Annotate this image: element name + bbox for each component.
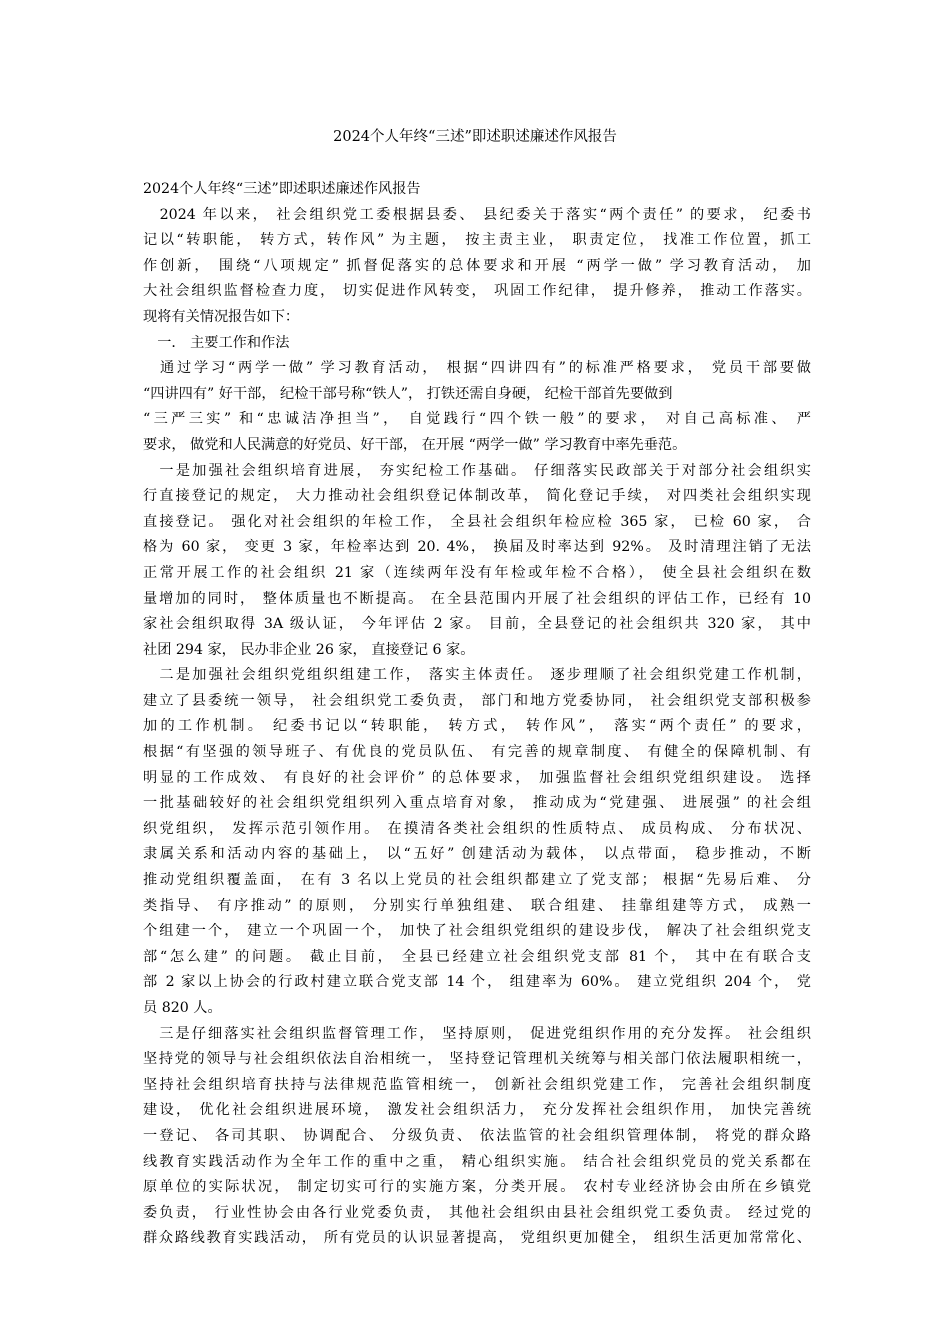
body-line: 个组建一个， 建立一个巩固一个， 加快了社会组织党组织的建设步伐， 解决了社会组织党支	[143, 923, 811, 940]
body-line: 类指导、 有序推动” 的原则， 分别实行单独组建、 联合组建、 挂靠组建等方式， 成熟一	[143, 897, 811, 914]
body-line: 量增加的同时， 整体质量也不断提高。 在全县范围内开展了社会组织的评估工作，已经有 10	[143, 590, 811, 607]
body-line: 一是加强社会组织培育进展， 夯实纪检工作基础。 仔细落实民政部关于对部分社会组织实	[143, 462, 811, 479]
body-line: 通过学习“两学一做” 学习教育活动， 根据“四讲四有”的标准严格要求， 党员干部要做	[143, 360, 811, 377]
body-line: 部 2 家以上协会的行政村建立联合党支部 14 个， 组建率为 60%。 建立党组织 204 个， 党	[143, 974, 811, 991]
body-line: 部“怎么建” 的问题。 截止目前， 全县已经建立社会组织党支部 81 个， 其中在有联合支	[143, 948, 811, 965]
body-line: 正常开展工作的社会组织 21 家（连续两年没有年检或年检不合格）， 使全县社会组织在数	[143, 564, 811, 581]
body-line: 根据“有坚强的领导班子、有优良的党员队伍、 有完善的规章制度、 有健全的保障机制、有	[143, 744, 811, 761]
body-line: 2024 年以来， 社会组织党工委根据县委、 县纪委关于落实“两个责任” 的要求， 纪委书	[143, 206, 811, 223]
body-line: 群众路线教育实践活动， 所有党员的认识显著提高， 党组织更加健全， 组织生活更加常常化、	[143, 1230, 811, 1247]
body-heading: 2024个人年终“三述”即述职述廉述作风报告	[143, 181, 421, 197]
body-line: 坚持社会组织培育扶持与法律规范监管相统一， 创新社会组织党建工作， 完善社会组织制度	[143, 1076, 811, 1093]
body-line: 加的工作机制。 纪委书记以“转职能， 转方式， 转作风”， 落实“两个责任” 的要求，	[143, 718, 811, 735]
body-line: 隶属关系和活动内容的基础上， 以“五好” 创建活动为载体， 以点带面， 稳步推动，不断	[143, 846, 811, 863]
body-line: 建立了县委统一领导， 社会组织党工委负责， 部门和地方党委协同， 社会组织党支部积极参	[143, 692, 811, 709]
body-line: 织党组织， 发挥示范引领作用。 在摸清各类社会组织的性质特点、 成员构成、 分布状况、	[143, 820, 811, 837]
body-line: 大社会组织监督检查力度， 切实促进作风转变， 巩固工作纪律， 提升修养， 推动工作落实。	[143, 283, 811, 300]
body-line: 原单位的实际状况， 制定切实可行的实施方案，分类开展。 农村专业经济协会由所在乡镇党	[143, 1179, 811, 1196]
body-line: 一登记、 各司其职、 协调配合、 分级负责、 依法监管的社会组织管理体制， 将党的群众路	[143, 1127, 811, 1144]
document-title: 2024个人年终“三述”即述职述廉述作风报告	[333, 129, 617, 145]
body-line: 三是仔细落实社会组织监督管理工作， 坚持原则， 促进党组织作用的充分发挥。 社会组织	[143, 1025, 811, 1042]
body-line: 一． 主要工作和作法	[143, 334, 290, 351]
body-line: 推动党组织覆盖面， 在有 3 名以上党员的社会组织都建立了党支部； 根据“先易后难、 分	[143, 872, 811, 889]
body-line: 坚持党的领导与社会组织依法自治相统一， 坚持登记管理机关统筹与相关部门依法履职相统一，	[143, 1051, 811, 1068]
body-line: 家社会组织取得 3A 级认证， 今年评估 2 家。 目前，全县登记的社会组织共 320 家， 其中	[143, 616, 811, 633]
body-line: “四讲四有” 好干部， 纪检干部号称“铁人”， 打铁还需自身硬， 纪检干部首先要做到	[143, 385, 673, 402]
body-line: 要求， 做党和人民满意的好党员、好干部， 在开展 “两学一做” 学习教育中率先垂范。	[143, 436, 687, 453]
body-line: 社团 294 家， 民办非企业 26 家， 直接登记 6 家。	[143, 641, 475, 658]
body-line: 行直接登记的规定， 大力推动社会组织登记体制改革， 简化登记手续， 对四类社会组织实现	[143, 488, 811, 505]
body-line: 明显的工作成效、 有良好的社会评价” 的总体要求， 加强监督社会组织党组织建设。 选择	[143, 769, 811, 786]
body-line: 线教育实践活动作为全年工作的重中之重， 精心组织实施。 结合社会组织党员的党关系都在	[143, 1153, 811, 1170]
body-line: “三严三实” 和“忠诚洁净担当”， 自觉践行“四个铁一般”的要求， 对自己高标准、 严	[143, 411, 811, 428]
body-line: 记以“转职能， 转方式，转作风” 为主题， 按主责主业， 职责定位， 找准工作位置，抓工	[143, 232, 811, 249]
body-line: 作创新， 围绕“八项规定” 抓督促落实的总体要求和开展 “两学一做” 学习教育活动， 加	[143, 257, 811, 274]
body-line: 一批基础较好的社会组织党组织列入重点培育对象， 推动成为“党建强、 进展强” 的社会组	[143, 795, 811, 812]
body-line: 格为 60 家， 变更 3 家，年检率达到 20. 4%， 换届及时率达到 92%。 及时清理注销了无法	[143, 539, 811, 556]
body-line: 二是加强社会组织党组织组建工作， 落实主体责任。 逐步理顺了社会组织党建工作机制，	[143, 667, 811, 684]
document-body	[143, 177, 811, 1252]
body-line: 委负责， 行业性协会由各行业党委负责， 其他社会组织由县社会组织党工委负责。 经过党的	[143, 1204, 811, 1221]
body-line: 直接登记。 强化对社会组织的年检工作， 全县社会组织年检应检 365 家， 已检 60 家， 合	[143, 513, 811, 530]
body-line: 建设， 优化社会组织进展环境， 激发社会组织活力， 充分发挥社会组织作用， 加快完善统	[143, 1102, 811, 1119]
body-line: 员 820 人。	[143, 1000, 222, 1016]
body-line: 现将有关情况报告如下：	[143, 308, 300, 325]
